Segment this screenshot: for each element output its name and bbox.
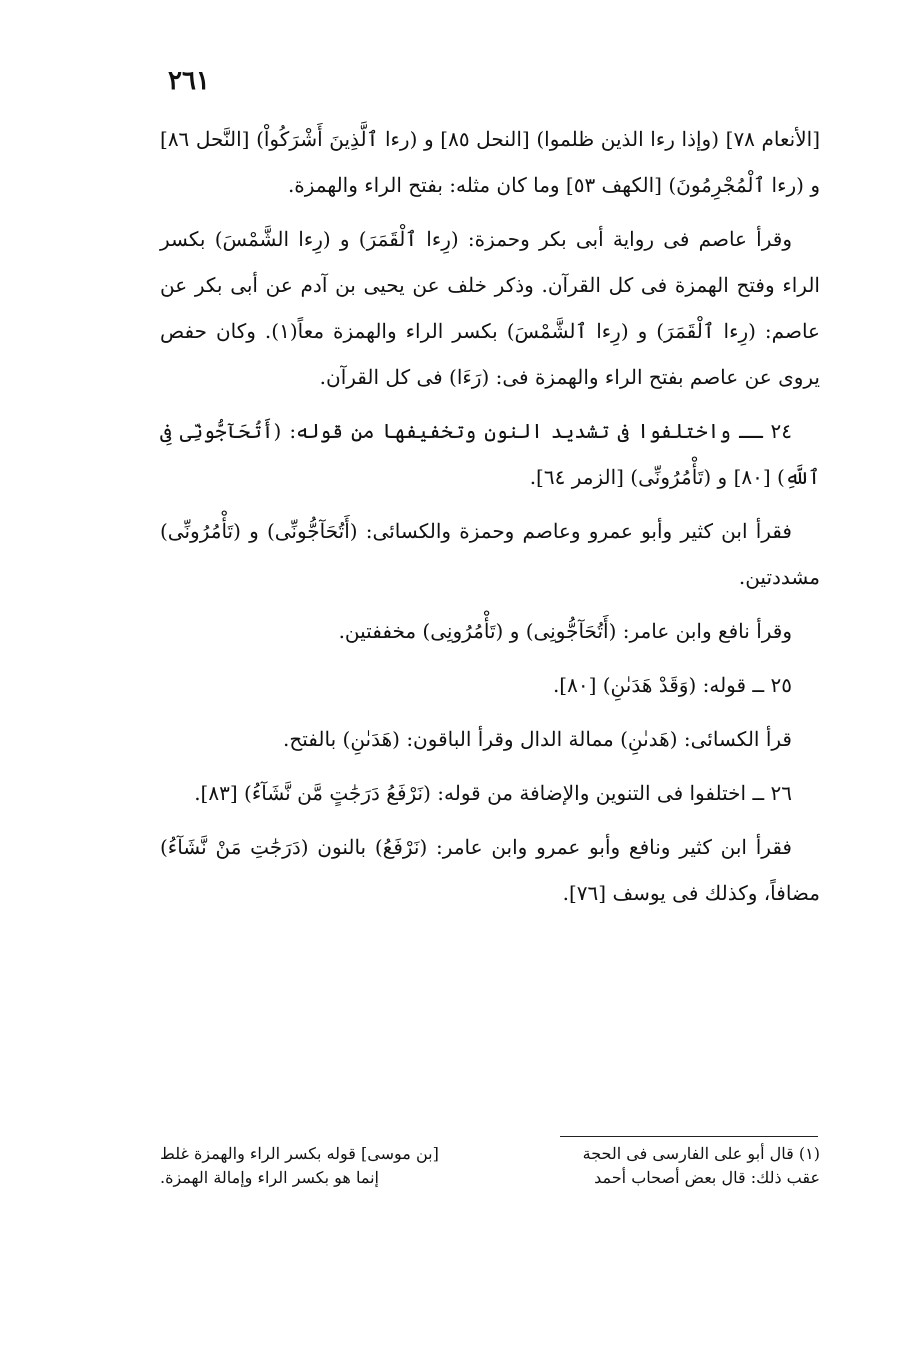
footnote-line-1 bbox=[160, 1142, 820, 1166]
page-number: ٢٦١ bbox=[168, 66, 210, 96]
paragraph-nafi-reading: وقرأ نافع وابن عامر: (أَتُحَآجُّونِى) و (تَأْمُرُونِى) مخففتين. bbox=[338, 619, 792, 643]
footnote-line-2-right: عقب ذلك: قال بعض أصحاب أحمد bbox=[594, 1168, 820, 1187]
footnote bbox=[160, 1142, 820, 1190]
paragraph-continuation: [الأنعام ٧٨] (وإذا رءا الذين ظلموا) [النحل ٨٥] و (رءا ٱلَّذِينَ أَشْرَكُواْ) [النَّحل ٨٦] و (رءا ٱلْمُجْرِمُونَ) [الكهف ٥٣] وما كان مثله: بفتح الراء والهمزة. bbox=[160, 127, 820, 197]
footnote-line-2 bbox=[160, 1166, 820, 1190]
footnote-line-1-right: (١) قال أبو على الفارسى فى الحجة bbox=[582, 1144, 820, 1163]
paragraph-asim-reading: وقرأ عاصم فى رواية أبى بكر وحمزة: (رِءا ٱلْقَمَرَ) و (رِءا الشَّمْسَ) بكسر الراء وفتح الهمزة فى كل القرآن. وذكر خلف عن يحيى بن آدم عن أبى بكر عن عاصم: (رِءا ٱلْقَمَرَ) و (رِءا ٱلشَّمْسَ) بكسر الراء والهمزة معاً(١). وكان حفص يروى عن عاصم بفتح الراء والهمزة فى: (رَءَا) فى كل القرآن. bbox=[160, 227, 820, 389]
paragraph-final-reading: فقرأ ابن كثير ونافع وأبو عمرو وابن عامر: (نَرْفَعُ) بالنون (دَرَجَٰتِ مَنْ نَّشَآءُ) مضافاً، وكذلك فى يوسف [٧٦]. bbox=[160, 835, 820, 905]
paragraph-item-25: ٢٥ ــ قوله: (وَقَدْ هَدَىٰنِ) [٨٠]. bbox=[552, 673, 792, 697]
footnote-divider bbox=[560, 1136, 818, 1137]
paragraph-item-24: ٢٤ ــ واختلفوا فى تشديد النون وتخفيفها من قوله: (أَتُحَآجُّونِّى فِى ٱللَّهِ) [٨٠] و (تَأْمُرُونِّى) [الزمر ٦٤]. bbox=[160, 419, 820, 489]
paragraph-item-26: ٢٦ ــ اختلفوا فى التنوين والإضافة من قوله: (نَرْفَعُ دَرَجَٰتٍ مَّن نَّشَآءُ) [٨٣]. bbox=[194, 781, 792, 805]
main-text bbox=[160, 116, 820, 924]
footnote-line-1-left: [بن موسى] قوله بكسر الراء والهمزة غلط bbox=[160, 1144, 439, 1163]
paragraph-kisai-reading: قرأ الكسائى: (هَدىٰنِ) ممالة الدال وقرأ الباقون: (هَدَىٰنِ) بالفتح. bbox=[282, 727, 792, 751]
footnote-line-2-left: إنما هو بكسر الراء وإمالة الهمزة. bbox=[160, 1168, 379, 1187]
paragraph-ibn-kathir-reading: فقرأ ابن كثير وأبو عمرو وعاصم وحمزة والكسائى: (أَتُحَآجُّونِّى) و (تَأْمُرُونِّى) مشددتين. bbox=[160, 519, 820, 589]
